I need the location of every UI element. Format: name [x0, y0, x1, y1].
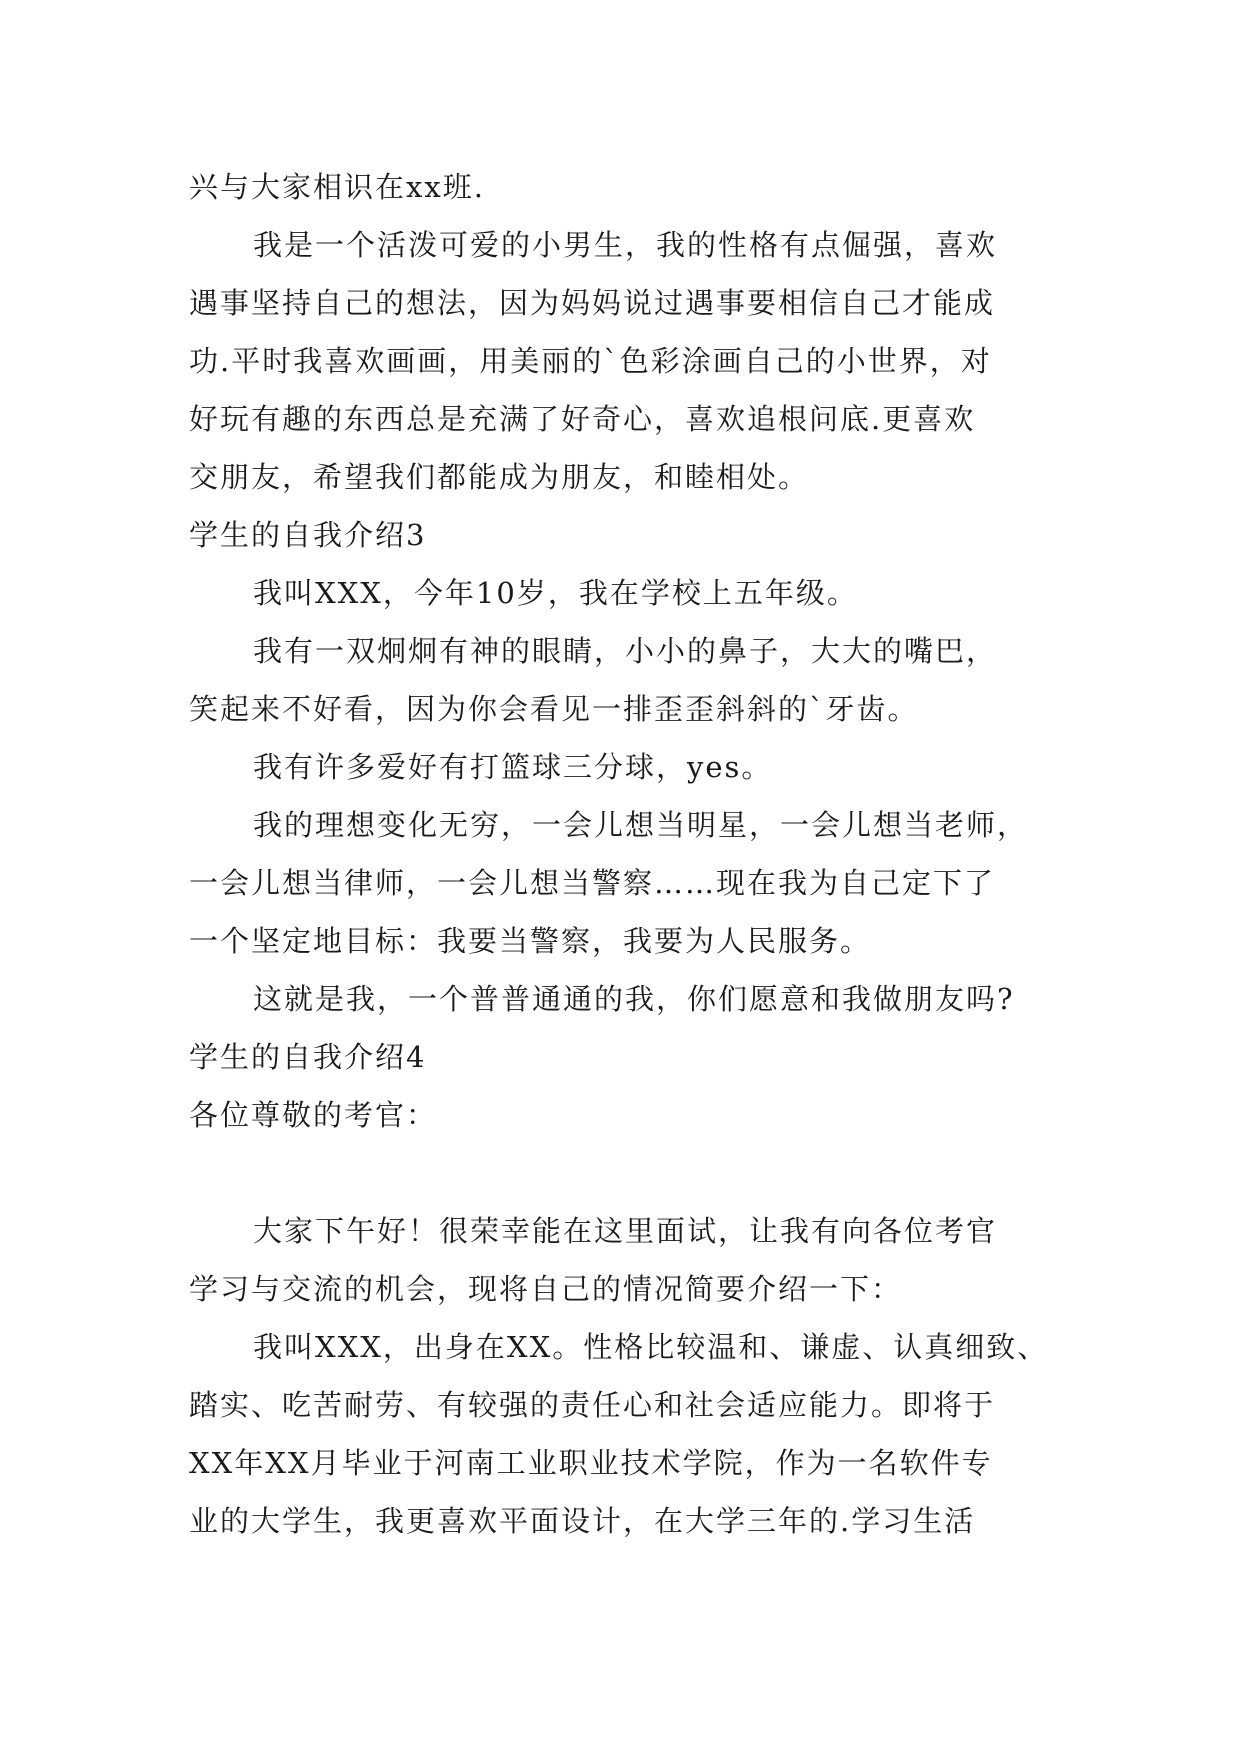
salutation: 各位尊敬的考官：	[189, 1098, 438, 1132]
paragraph-start: 我有一双炯炯有神的眼睛，小小的鼻子，大大的嘴巴，	[253, 634, 998, 668]
paragraph-start: 我有许多爱好有打篮球三分球，yes。	[253, 750, 773, 784]
paragraph-start: 这就是我，一个普普通通的我，你们愿意和我做朋友吗?	[253, 982, 1015, 1016]
text-line: 兴与大家相识在xx班.	[189, 170, 485, 204]
text-line: 好玩有趣的东西总是充满了好奇心，喜欢追根问底.更喜欢	[189, 402, 976, 436]
paragraph-start: 大家下午好！很荣幸能在这里面试，让我有向各位考官	[253, 1214, 998, 1248]
blank-line	[189, 1144, 1059, 1202]
paragraph-start: 我叫XXX，出身在XX。性格比较温和、谦虚、认真细致、	[253, 1330, 1049, 1364]
paragraph-start: 我是一个活泼可爱的小男生，我的性格有点倔强，喜欢	[253, 228, 998, 262]
text-line: 学习与交流的机会，现将自己的情况简要介绍一下：	[189, 1272, 903, 1306]
text-line: 一个坚定地目标：我要当警察，我要为人民服务。	[189, 924, 872, 958]
text-line: 业的大学生，我更喜欢平面设计，在大学三年的.学习生活	[189, 1504, 976, 1538]
text-line: 踏实、吃苦耐劳、有较强的责任心和社会适应能力。即将于	[189, 1388, 996, 1422]
text-line: 交朋友，希望我们都能成为朋友，和睦相处。	[189, 460, 810, 494]
text-line: XX年XX月毕业于河南工业职业技术学院，作为一名软件专	[189, 1446, 993, 1480]
text-line: 功.平时我喜欢画画，用美丽的`色彩涂画自己的小世界，对	[189, 344, 992, 378]
section-heading: 学生的自我介绍3	[189, 518, 427, 552]
text-line: 遇事坚持自己的想法，因为妈妈说过遇事要相信自己才能成	[189, 286, 996, 320]
text-line: 一会儿想当律师，一会儿想当警察……现在我为自己定下了	[189, 866, 996, 900]
section-heading: 学生的自我介绍4	[189, 1040, 427, 1074]
document-body	[189, 158, 1059, 1550]
paragraph-start: 我的理想变化无穷，一会儿想当明星，一会儿想当老师，	[253, 808, 1029, 842]
paragraph-start: 我叫XXX，今年10岁，我在学校上五年级。	[253, 576, 858, 610]
text-line: 笑起来不好看，因为你会看见一排歪歪斜斜的`牙齿。	[189, 692, 919, 726]
